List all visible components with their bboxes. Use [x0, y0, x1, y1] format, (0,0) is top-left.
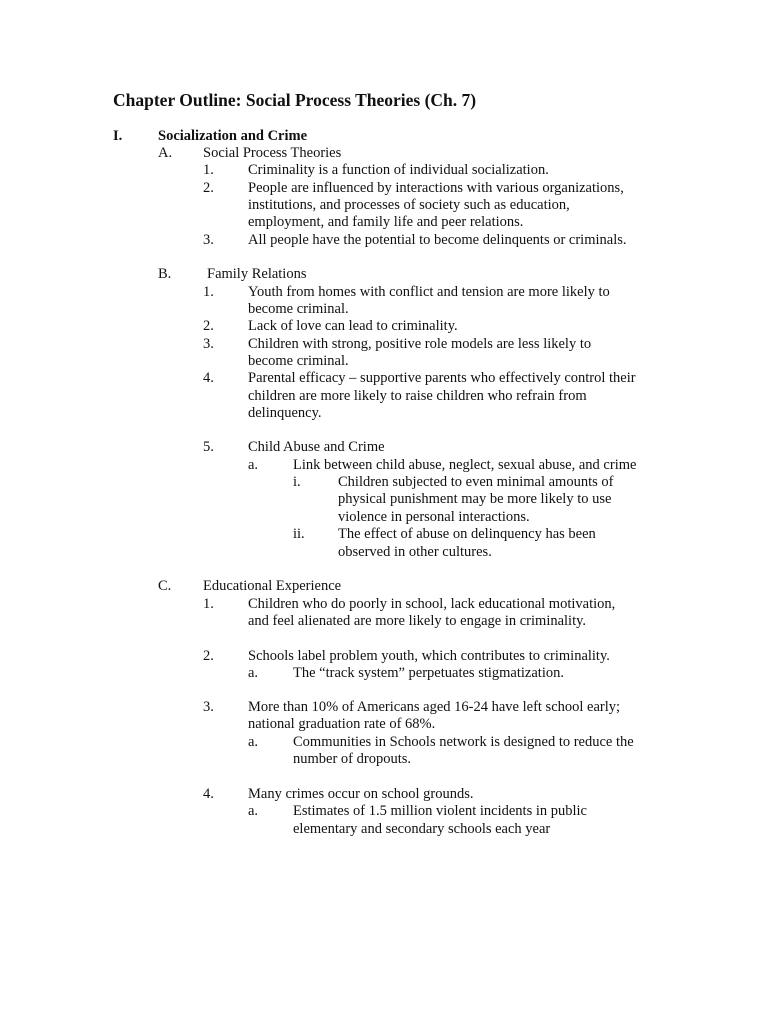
list-item-line: employment, and family life and peer relations.: [248, 214, 524, 230]
list-item-number: 4.: [203, 370, 214, 386]
subsection-C-marker: C.: [158, 578, 172, 594]
section-I-heading: Socialization and Crime: [158, 128, 308, 144]
list-item-line: Parental efficacy – supportive parents who effectively control their: [248, 370, 636, 386]
list-item-number: 2.: [203, 318, 214, 334]
list-item-line: Many crimes occur on school grounds.: [248, 786, 474, 802]
sub-item-marker: a.: [248, 734, 259, 750]
sub-item-line: Link between child abuse, neglect, sexual abuse, and crime: [293, 457, 637, 473]
sub-item-marker: a.: [248, 665, 259, 681]
list-item-line: All people have the potential to become delinquents or criminals.: [248, 232, 627, 248]
list-item-number: 1.: [203, 162, 214, 178]
list-item-line: and feel alienated are more likely to engage in criminality.: [248, 613, 587, 629]
list-item-line: Criminality is a function of individual socialization.: [248, 162, 549, 178]
list-item-line: become criminal.: [248, 353, 349, 369]
list-item-line: become criminal.: [248, 301, 349, 317]
sub-item-marker: a.: [248, 457, 259, 473]
list-item-number: 1.: [203, 596, 214, 612]
roman-item-line: physical punishment may be more likely to use: [338, 491, 612, 507]
roman-item-line: violence in personal interactions.: [338, 509, 530, 525]
subsection-B-heading: Family Relations: [207, 266, 307, 282]
sub-item-marker: a.: [248, 803, 259, 819]
page-title: Chapter Outline: Social Process Theories (Ch. 7): [113, 90, 477, 110]
list-item-line: Children with strong, positive role models are less likely to: [248, 336, 592, 352]
list-item-line: Schools label problem youth, which contributes to criminality.: [248, 648, 610, 664]
list-item-number: 1.: [203, 284, 214, 300]
list-item-line: Children who do poorly in school, lack educational motivation,: [248, 596, 616, 612]
roman-item-marker: i.: [293, 474, 301, 490]
roman-item-line: observed in other cultures.: [338, 544, 492, 560]
list-item-line: national graduation rate of 68%.: [248, 716, 436, 732]
sub-item-line: Estimates of 1.5 million violent incidents in public: [293, 803, 587, 819]
list-item-number: 3.: [203, 232, 214, 248]
sub-item-line: elementary and secondary schools each year: [293, 821, 551, 837]
list-item-line: Child Abuse and Crime: [248, 439, 385, 455]
roman-item-line: Children subjected to even minimal amounts of: [338, 474, 614, 490]
list-item-line: People are influenced by interactions with various organizations,: [248, 180, 624, 196]
list-item-line: More than 10% of Americans aged 16-24 have left school early;: [248, 699, 621, 715]
roman-item-line: The effect of abuse on delinquency has been: [338, 526, 596, 542]
list-item-line: Youth from homes with conflict and tension are more likely to: [248, 284, 610, 300]
sub-item-line: Communities in Schools network is designed to reduce the: [293, 734, 634, 750]
subsection-A-heading: Social Process Theories: [203, 145, 342, 161]
roman-item-marker: ii.: [293, 526, 305, 542]
subsection-B-marker: B.: [158, 266, 172, 282]
subsection-A-marker: A.: [158, 145, 173, 161]
list-item-line: Lack of love can lead to criminality.: [248, 318, 458, 334]
sub-item-line: number of dropouts.: [293, 751, 411, 767]
list-item-line: delinquency.: [248, 405, 322, 421]
list-item-line: children are more likely to raise children who refrain from: [248, 388, 587, 404]
list-item-number: 2.: [203, 648, 214, 664]
list-item-number: 5.: [203, 439, 214, 455]
subsection-C-heading: Educational Experience: [203, 578, 342, 594]
section-I-marker: I.: [113, 128, 123, 144]
list-item-line: institutions, and processes of society such as education,: [248, 197, 570, 213]
list-item-number: 3.: [203, 336, 214, 352]
list-item-number: 2.: [203, 180, 214, 196]
list-item-number: 3.: [203, 699, 214, 715]
list-item-number: 4.: [203, 786, 214, 802]
sub-item-line: The “track system” perpetuates stigmatization.: [293, 665, 564, 681]
